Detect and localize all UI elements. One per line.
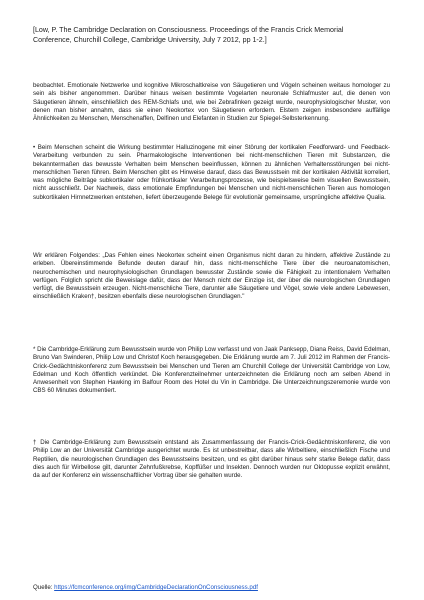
citation-header: [Low, P. The Cambridge Declaration on Consciousness. Proceedings of the Francis Crick Memorial Conference, Churchill College, Cambridge University, July 7 2012, pp 1-2.]	[33, 26, 344, 44]
paragraph-bullet-hallucinogens: • Beim Menschen scheint die Wirkung bestimmter Halluzinogene mit einer Störung der kortikalen Feedforward- und Feedback-Verarbeitung verbunden zu sein. Pharmakologische Interventionen bei nicht-menschlichen Tieren mit Substanzen, die bekanntermaßen das bewusste Verhalten beim Menschen beeinflussen, können zu ähnlichen Verhaltensstörungen bei nicht-menschlichen Tieren führen. Beim Menschen gibt es Hinweise darauf, dass das Bewusstsein mit der kortikalen Aktivität korreliert, was mögliche Beiträge subkortikaler oder frühkortikaler Verarbeitungsprozesse, wie beispielsweise beim visuellen Bewusstsein, nicht ausschließt. Der Nachweis, dass emotionale Empfindungen bei Menschen und nicht-menschlichen Tieren aus homologen subkortikalen Hirnnetzwerken entstehen, liefert überzeugende Belege für evolutionär gemeinsame, ursprüngliche affektive Qualia.	[33, 144, 390, 201]
paragraph-continuation: beobachtet. Emotionale Netzwerke und kognitive Mikroschaltkreise von Säugetieren und Vögeln scheinen weitaus homologer zu sein als bisher angenommen. Darüber hinaus weisen bestimmte Vogelarten neuronale Schlafmuster auf, die denen von Säugetieren ähneln, einschließlich des REM-Schlafs und, wie bei Zebrafinken gezeigt wurde, neurophysiologischer Muster, von denen man bisher annahm, dass sie einen Neokortex von Säugetieren erfordern. Elstern zeigen insbesondere auffällige Ähnlichkeiten zu Menschen, Menschenaffen, Delfinen und Elefanten in Studien zur Spiegel-Selbsterkennung.	[33, 82, 390, 122]
source-link[interactable]: https://fcmconference.org/img/CambridgeDeclarationOnConsciousness.pdf	[54, 584, 258, 591]
footnote-authors: * Die Cambridge-Erklärung zum Bewusstsein wurde von Philip Low verfasst und von Jaak Panksepp, Diana Reiss, David Edelman, Bruno Van Swinderen, Philip Low und Christof Koch herausgegeben. Die Erklärung wurde am 7. Juli 2012 im Rahmen der Francis-Crick-Gedächtniskonferenz zum Bewusstsein bei Menschen und Tieren am Churchill College der Universität Cambridge von Low, Edelman und Koch öffentlich verkündet. Die Konferenzteilnehmer unterzeichneten die Erklärung noch am selben Abend in Anwesenheit von Stephen Hawking im Balfour Room des Hotel du Vin in Cambridge. Die Unterzeichnungszeremonie wurde von CBS 60 Minutes dokumentiert.	[33, 346, 390, 395]
source-line	[33, 584, 390, 592]
source-label: Quelle:	[33, 584, 55, 591]
paragraph-declaration: Wir erklären Folgendes: „Das Fehlen eines Neokortex scheint einen Organismus nicht daran zu hindern, affektive Zustände zu erleben. Übereinstimmende Befunde deuten darauf hin, dass nicht-menschliche Tiere über die neuroanatomischen, neurochemischen und neurophysiologischen Grundlagen bewusster Zustände sowie die Fähigkeit zu intentionalem Verhalten verfügen. Folglich spricht die Beweislage dafür, dass der Mensch nicht der Einzige ist, der über die neurologischen Grundlagen verfügt, die Bewusstsein erzeugen. Nicht-menschliche Tiere, darunter alle Säugetiere und Vögel, sowie viele andere Lebewesen, einschließlich Kraken†, besitzen ebenfalls diese neurologischen Grundlagen."	[33, 252, 390, 301]
footnote-invertebrates: † Die Cambridge-Erklärung zum Bewusstsein entstand als Zusammenfassung der Francis-Crick-Gedächtniskonferenz, die von Philip Low an der Universität Cambridge ausgerichtet wurde. Es ist unbestreitbar, dass alle Wirbeltiere, einschließlich Fische und Reptilien, die neurologischen Grundlagen des Bewusstseins besitzen, und es gibt darüber hinaus sehr starke Belege dafür, dass dies auch für Wirbellose gilt, darunter Zehnfußkrebse, Kopffüßer und Insekten. Dennoch wurden nur Oktopusse explizit erwähnt, da auf der Konferenz ein wissenschaftlicher Vortrag über sie gehalten wurde.	[33, 439, 390, 479]
